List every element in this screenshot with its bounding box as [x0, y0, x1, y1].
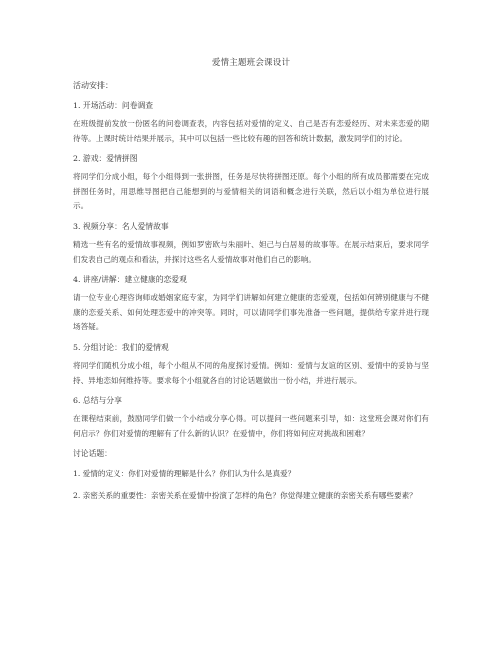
document-body [73, 100, 429, 511]
section-paragraph: 将同学们随机分成小组，每个小组从不同的角度探讨爱情。例如：爱情与友谊的区别、爱情中的妥协与坚持、异地恋如何维持等。要求每个小组就各自的讨论话题做出一份小结，并进行展示。 [73, 360, 429, 385]
section-heading: 2. 游戏：爱情拼图 [73, 154, 138, 164]
section-heading: 5. 分组讨论：我们的爱情观 [73, 342, 169, 352]
discussion-topic: 2. 亲密关系的重要性：亲密关系在爱情中扮演了怎样的角色？你觉得建立健康的亲密关系有哪些要素？ [73, 490, 417, 500]
section-heading: 6. 总结与分享 [73, 396, 122, 406]
section-paragraph: 在班级提前发放一份匿名的问卷调查表，内容包括对爱情的定义、自己是否有恋爱经历、对未来恋爱的期待等。上课时统计结果并展示，其中可以包括一些比较有趣的回答和统计数据，激发同学们的讨论。 [73, 119, 429, 143]
section-heading: 3. 视频分享：名人爱情故事 [73, 221, 169, 231]
document-title: 爱情主题班会课设计 [211, 58, 291, 68]
section-heading: 4. 讲座/讲解：建立健康的恋爱观 [73, 275, 187, 285]
section-paragraph: 精选一些有名的爱情故事视频，例如罗密欧与朱丽叶、妲己与白居易的故事等。在展示结束后，要求同学们发表自己的观点和看法，并探讨这些名人爱情故事对他们自己的影响。 [73, 239, 429, 264]
section-paragraph: 将同学们分成小组，每个小组得到一张拼图，任务是尽快将拼图还原。每个小组的所有成员都需要在完成拼图任务时，用思维导图把自己能想到的与爱情相关的词语和概念进行关联，然后以小组为单位进行展示。 [73, 172, 429, 211]
intro-label: 活动安排： [73, 81, 113, 90]
discussion-topics-title: 讨论话题： [73, 449, 112, 459]
section-paragraph: 在课程结束前，鼓励同学们做一个小结或分享心得。可以提问一些问题来引导，如：这堂班会课对你们有何启示？你们对爱情的理解有了什么新的认识？在爱情中，你们将如何应对挑战和困难？ [73, 414, 429, 438]
section-paragraph: 请一位专业心理咨询师或婚姻家庭专家，为同学们讲解如何建立健康的恋爱观，包括如何辨别健康与不健康的恋爱关系、如何处理恋爱中的冲突等。同时，可以请同学们事先准备一些问题，提供给专家并进行现场答疑。 [73, 293, 429, 332]
section-heading: 1. 开场活动：问卷调查 [73, 101, 154, 110]
discussion-topic: 1. 爱情的定义：你们对爱情的理解是什么？你们认为什么是真爱？ [73, 469, 296, 479]
